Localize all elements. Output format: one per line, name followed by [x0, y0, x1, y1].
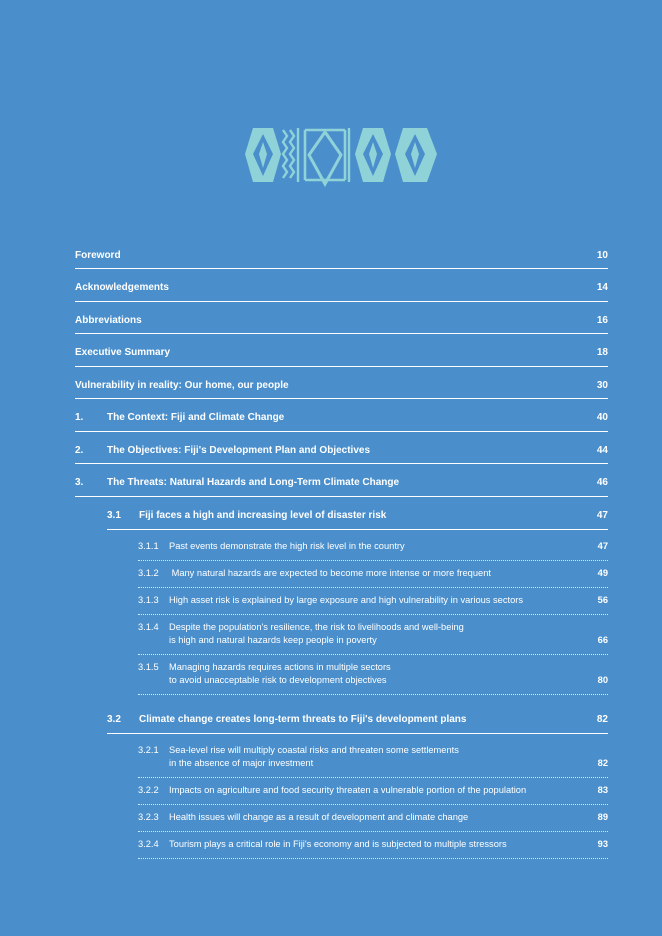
toc-page: 47: [596, 510, 608, 521]
toc-page: 30: [596, 379, 608, 391]
toc-entry-3-2-3[interactable]: [138, 805, 608, 832]
toc-page: 46: [596, 477, 608, 488]
toc-entry-abbreviations[interactable]: [75, 307, 608, 334]
toc-number: 3.2: [107, 714, 121, 725]
toc-number: 3.1: [107, 510, 121, 521]
toc-page: 89: [597, 811, 608, 822]
toc-entry-foreword[interactable]: [75, 242, 608, 269]
toc-number: 3.2.4: [138, 838, 159, 849]
toc-entry-vulnerability[interactable]: [75, 372, 608, 399]
toc-page: 16: [596, 314, 608, 326]
toc-number: 3.1.5: [138, 661, 159, 672]
toc-number: 3.1.4: [138, 621, 159, 632]
toc-page: 40: [596, 412, 608, 423]
toc-label: Tourism plays a critical role in Fiji's economy and is subjected to multiple stressors: [169, 838, 507, 849]
toc-page: 93: [597, 838, 608, 849]
toc-entry-chapter-3[interactable]: [75, 470, 608, 497]
toc-entry-3-1-4[interactable]: [138, 615, 608, 655]
table-of-contents: [75, 242, 608, 859]
toc-page: 80: [597, 674, 608, 685]
toc-number: 3.2.1: [138, 744, 159, 755]
toc-label: Acknowledgements: [75, 282, 169, 293]
toc-entry-chapter-2[interactable]: [75, 437, 608, 464]
toc-label: The Context: Fiji and Climate Change: [107, 412, 285, 423]
toc-label: Foreword: [75, 249, 121, 261]
toc-page: 18: [596, 347, 608, 358]
toc-page: 66: [597, 634, 608, 645]
toc-number: 3.2.2: [138, 784, 159, 795]
fijian-pattern-emblem-icon: [245, 124, 439, 193]
toc-number: 1.: [75, 412, 84, 423]
toc-label-line1: Sea-level rise will multiply coastal risks and threaten some settlements: [169, 744, 459, 755]
toc-page: 14: [596, 282, 608, 293]
toc-entry-3-1-5[interactable]: [138, 655, 608, 695]
toc-label: The Threats: Natural Hazards and Long-Term Climate Change: [107, 477, 400, 488]
toc-page: 47: [597, 540, 608, 551]
toc-label: Executive Summary: [75, 347, 171, 358]
toc-entry-chapter-1[interactable]: [75, 405, 608, 432]
toc-entry-executive-summary[interactable]: [75, 340, 608, 367]
toc-entry-3-2-1[interactable]: [138, 734, 608, 778]
toc-number: 3.1.2: [138, 567, 159, 578]
toc-label-line1: Despite the population's resilience, the risk to livelihoods and well-being: [169, 621, 464, 632]
toc-label: Past events demonstrate the high risk level in the country: [169, 540, 405, 551]
toc-entry-3-2-2[interactable]: [138, 778, 608, 805]
toc-label-line2: in the absence of major investment: [169, 757, 314, 768]
toc-page: 10: [596, 249, 608, 261]
toc-number: 3.2.3: [138, 811, 159, 822]
toc-number: 3.: [75, 477, 84, 488]
toc-label: Impacts on agriculture and food security threaten a vulnerable portion of the population: [169, 784, 527, 795]
toc-label-line1: Managing hazards requires actions in multiple sectors: [169, 661, 391, 672]
toc-label-line2: is high and natural hazards keep people in poverty: [169, 634, 377, 645]
toc-entry-acknowledgements[interactable]: [75, 275, 608, 302]
toc-page: 56: [597, 594, 608, 605]
toc-label: High asset risk is explained by large exposure and high vulnerability in various sectors: [169, 594, 523, 605]
toc-label-line2: to avoid unacceptable risk to development objectives: [169, 674, 387, 685]
toc-label: The Objectives: Fiji's Development Plan and Objectives: [107, 444, 371, 456]
toc-page: 44: [596, 444, 608, 456]
toc-entry-3-2-4[interactable]: [138, 832, 608, 859]
toc-page: 82: [596, 714, 608, 725]
toc-number: 3.1.1: [138, 540, 159, 551]
toc-label: Health issues will change as a result of development and climate change: [169, 811, 469, 822]
toc-entry-3-1-2[interactable]: [138, 561, 608, 588]
toc-entry-3-1-1[interactable]: [138, 530, 608, 561]
toc-label: Climate change creates long-term threats to Fiji's development plans: [139, 714, 467, 725]
toc-page: 82: [597, 757, 608, 768]
toc-entry-section-3-2[interactable]: [107, 707, 608, 734]
toc-label: Many natural hazards are expected to become more intense or more frequent: [169, 567, 491, 578]
toc-entry-3-1-3[interactable]: [138, 588, 608, 615]
toc-page: 49: [597, 567, 608, 578]
toc-entry-section-3-1[interactable]: [107, 503, 608, 530]
toc-page: 83: [597, 784, 608, 795]
toc-number: 2.: [75, 444, 84, 456]
toc-number: 3.1.3: [138, 594, 159, 605]
toc-label: Fiji faces a high and increasing level of disaster risk: [139, 510, 387, 521]
toc-label: Abbreviations: [75, 314, 142, 326]
toc-label: Vulnerability in reality: Our home, our people: [75, 379, 289, 391]
